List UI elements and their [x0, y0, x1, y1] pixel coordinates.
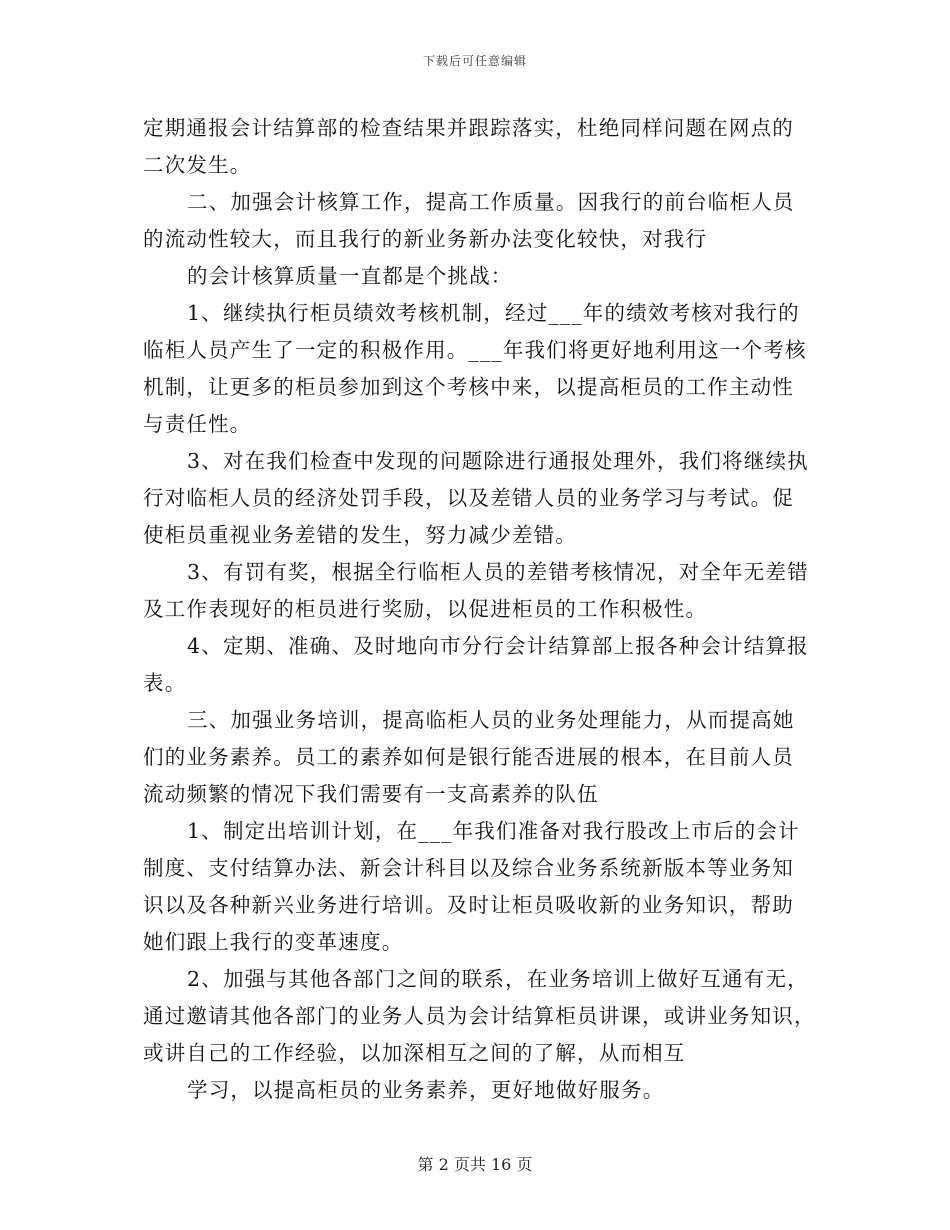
- page-header: 下载后可任意编辑: [422, 54, 527, 68]
- text-line: 的会计核算质量一直都是个挑战：: [187, 264, 513, 288]
- text-line: 使柜员重视业务差错的发生，努力减少差错。: [143, 523, 577, 547]
- text-line: 2、加强与其他各部门之间的联系，在业务培训上做好互通有无，: [187, 967, 809, 991]
- text-line: 行对临柜人员的经济处罚手段，以及差错人员的业务学习与考试。促: [143, 486, 794, 510]
- text-line: 机制，让更多的柜员参加到这个考核中来，以提高柜员的工作主动性: [143, 375, 794, 399]
- text-line: 4、定期、准确、及时地向市分行会计结算部上报各种会计结算报: [187, 634, 809, 658]
- text-line: 学习，以提高柜员的业务素养，更好地做好服务。: [187, 1078, 665, 1102]
- text-line: 流动频繁的情况下我们需要有一支高素养的队伍: [143, 782, 599, 806]
- text-line: 的流动性较大，而且我行的新业务新办法变化较快，对我行: [143, 227, 708, 251]
- text-line: 1、制定出培训计划，在___年我们准备对我行股改上市后的会计: [187, 819, 800, 843]
- text-line: 通过邀请其他各部门的业务人员为会计结算柜员讲课，或讲业务知识，: [143, 1004, 816, 1028]
- text-line: 及工作表现好的柜员进行奖励，以促进柜员的工作积极性。: [143, 597, 708, 621]
- text-line: 制度、支付结算办法、新会计科目以及综合业务系统新版本等业务知: [143, 856, 794, 880]
- text-line: 表。: [143, 671, 187, 695]
- text-line: 识以及各种新兴业务进行培训。及时让柜员吸收新的业务知识，帮助: [143, 893, 794, 917]
- text-line: 或讲自己的工作经验，以加深相互之间的了解，从而相互: [143, 1041, 686, 1065]
- text-line: 3、有罚有奖，根据全行临柜人员的差错考核情况，对全年无差错: [187, 560, 809, 584]
- text-line: 二、加强会计核算工作，提高工作质量。因我行的前台临柜人员: [187, 190, 795, 214]
- text-line: 临柜人员产生了一定的积极作用。___年我们将更好地利用这一个考核: [143, 338, 807, 362]
- text-line: 二次发生。: [143, 153, 252, 177]
- text-line: 们的业务素养。员工的素养如何是银行能否进展的根本，在目前人员: [143, 745, 794, 769]
- text-line: 定期通报会计结算部的检查结果并跟踪落实，杜绝同样问题在网点的: [143, 116, 794, 140]
- text-line: 与责任性。: [143, 412, 252, 436]
- text-line: 三、加强业务培训，提高临柜人员的业务处理能力，从而提高她: [187, 708, 795, 732]
- text-line: 3、对在我们检查中发现的问题除进行通报处理外，我们将继续执: [187, 449, 809, 473]
- page-footer: 第 2 页共 16 页: [417, 1155, 533, 1174]
- text-line: 她们跟上我行的变革速度。: [143, 930, 404, 954]
- text-line: 1、继续执行柜员绩效考核机制，经过___年的绩效考核对我行的: [187, 301, 800, 325]
